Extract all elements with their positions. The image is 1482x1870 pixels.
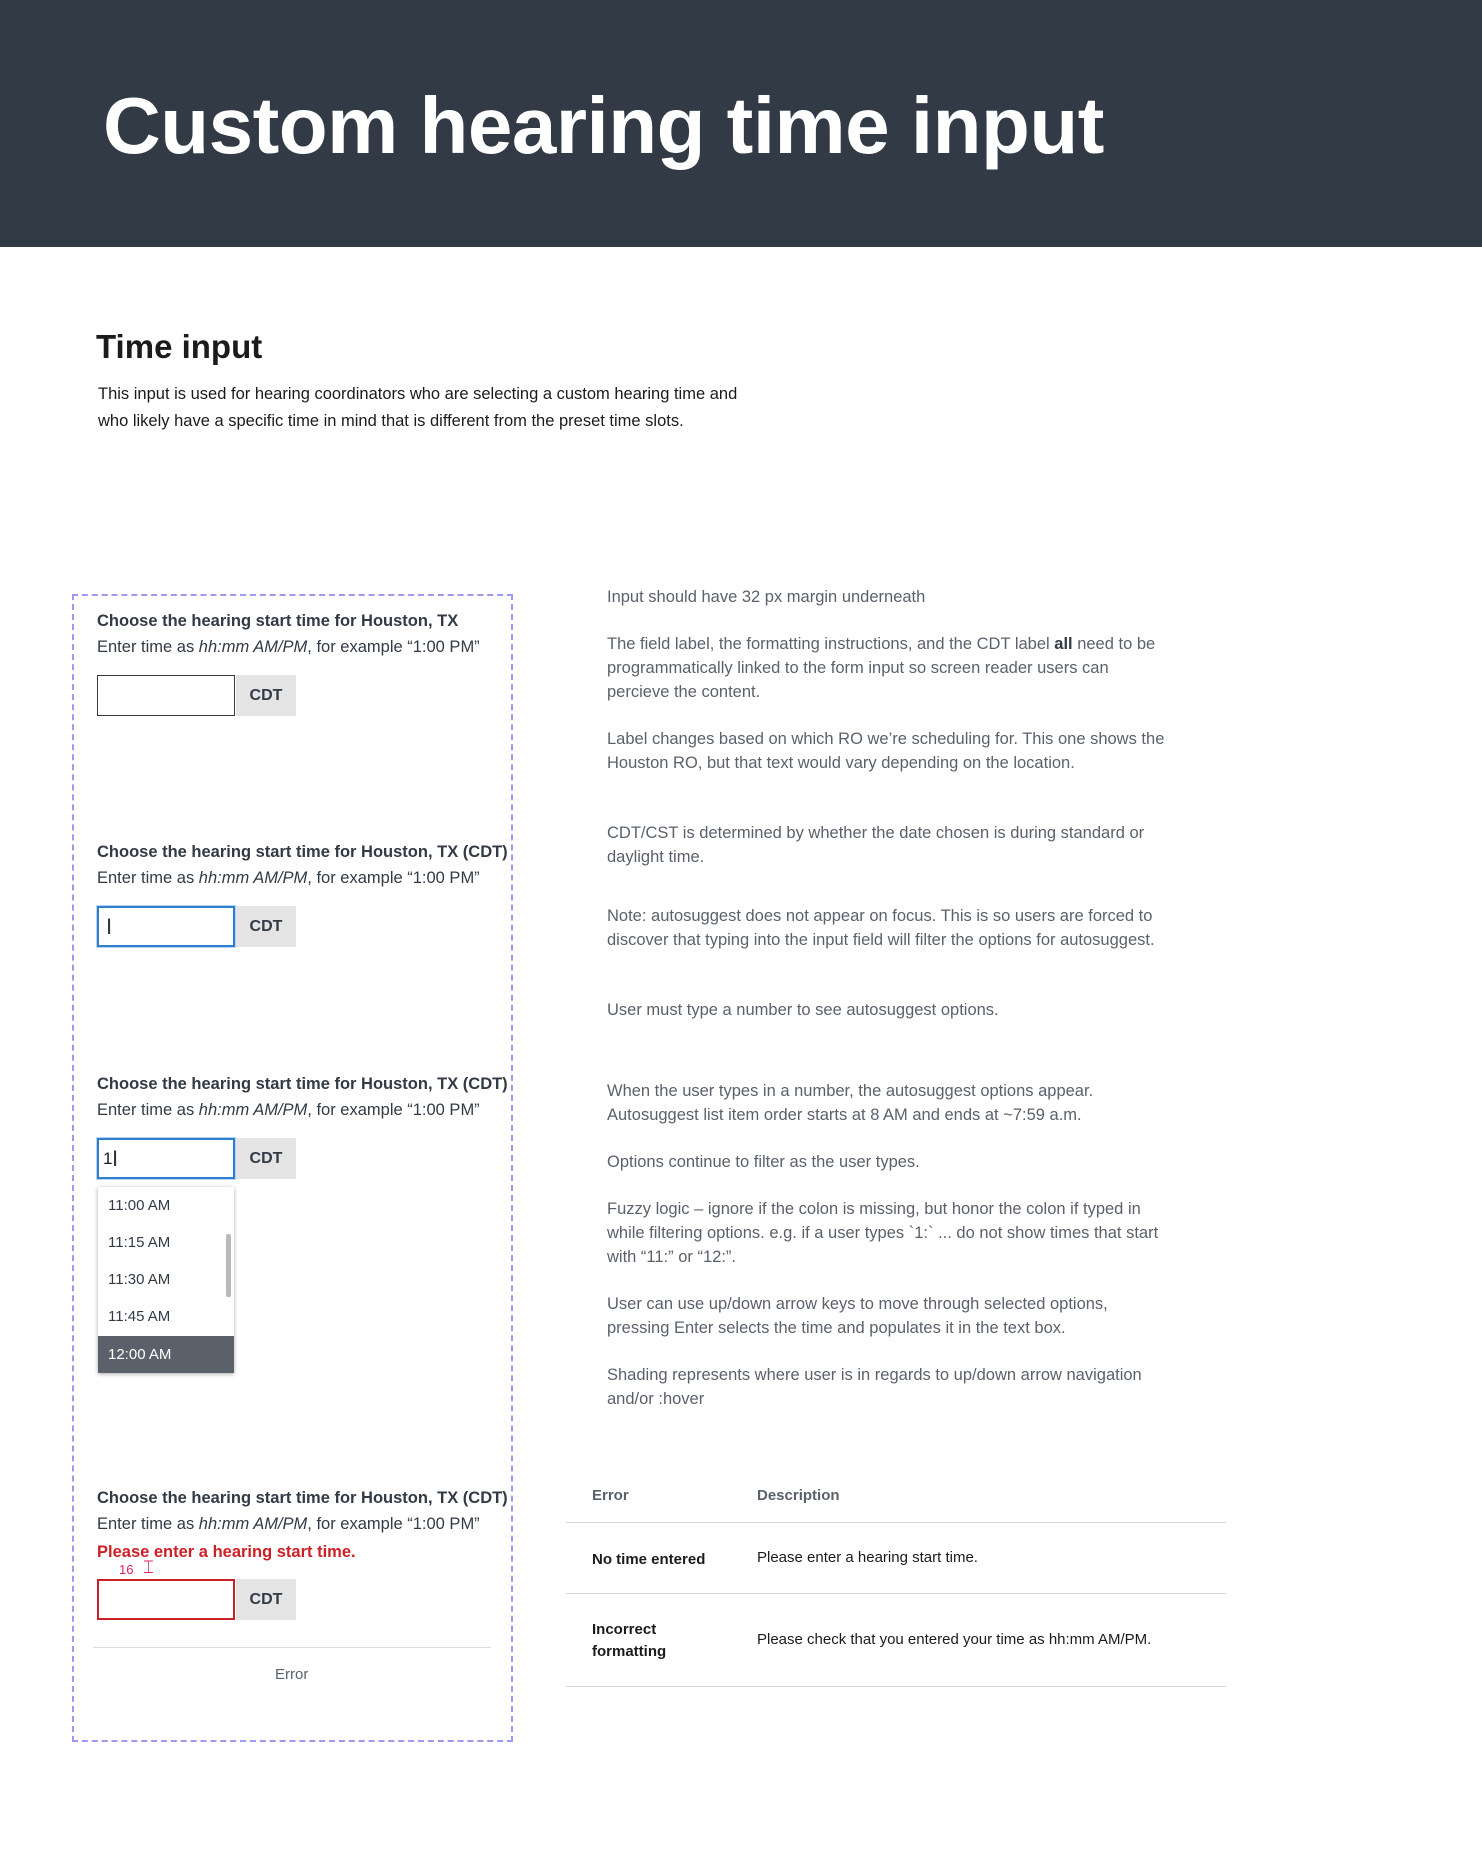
table-header-error: Error <box>592 1487 629 1504</box>
table-cell-description: Please enter a hearing start time. <box>757 1549 978 1566</box>
field-hint: Enter time as hh:mm AM/PM, for example “1:00 PM” <box>97 1101 480 1119</box>
autosuggest-option[interactable]: 11:30 AM <box>108 1271 171 1288</box>
note-fuzzy-logic: Fuzzy logic – ignore if the colon is missing, but honor the colon if typed in while filtering options. e.g. if a user types `1:` ... do not show times that start with “11:” or “12:”. <box>607 1200 1159 1266</box>
timezone-label: CDT <box>236 906 296 947</box>
frame-caption: Error <box>275 1666 309 1683</box>
note-must-type: User must type a number to see autosuggest options. <box>607 1001 999 1019</box>
table-divider <box>566 1593 1226 1594</box>
time-input-typing[interactable] <box>97 1138 235 1179</box>
timezone-label: CDT <box>236 1579 296 1620</box>
field-label: Choose the hearing start time for Houston, TX (CDT) <box>97 1489 508 1507</box>
table-divider <box>566 1686 1226 1687</box>
table-divider <box>566 1522 1226 1523</box>
note-shading: Shading represents where user is in regards to up/down arrow navigation and/or :hover <box>607 1366 1142 1408</box>
autosuggest-option[interactable]: 11:15 AM <box>108 1234 171 1251</box>
field-hint: Enter time as hh:mm AM/PM, for example “1:00 PM” <box>97 1515 480 1533</box>
note-when-types: When the user types in a number, the autosuggest options appear. Autosuggest list item order starts at 8 AM and ends at ~7:59 a.m. <box>607 1082 1094 1124</box>
note-autosuggest-focus: Note: autosuggest does not appear on focus. This is so users are forced to discover that typing into the input field will filter the options for autosuggest. <box>607 907 1155 949</box>
field-label: Choose the hearing start time for Houston, TX (CDT) <box>97 1075 508 1093</box>
dropdown-scrollbar[interactable] <box>226 1234 231 1297</box>
time-input-focused[interactable] <box>97 906 235 947</box>
text-cursor-icon: I <box>112 1146 119 1171</box>
spacing-redline-value: 16 <box>119 1562 134 1577</box>
field-hint: Enter time as hh:mm AM/PM, for example “1:00 PM” <box>97 869 480 887</box>
field-hint: Enter time as hh:mm AM/PM, for example “1:00 PM” <box>97 638 480 656</box>
note-continue-filter: Options continue to filter as the user types. <box>607 1153 920 1171</box>
page-title: Custom hearing time input <box>103 81 1104 170</box>
table-cell-description: Please check that you entered your time as hh:mm AM/PM. <box>757 1631 1152 1648</box>
timezone-label: CDT <box>236 1138 296 1179</box>
note-cdt-cst: CDT/CST is determined by whether the date chosen is during standard or daylight time. <box>607 824 1145 866</box>
table-cell-error: No time entered <box>592 1551 706 1568</box>
table-cell-error: Incorrect formatting <box>592 1621 667 1660</box>
autosuggest-option-selected[interactable]: 12:00 AM <box>98 1336 234 1373</box>
field-label: Choose the hearing start time for Houston, TX (CDT) <box>97 843 508 861</box>
note-arrow-keys: User can use up/down arrow keys to move through selected options, pressing Enter selects the time and populates it in the text box. <box>607 1295 1108 1337</box>
autosuggest-option[interactable]: 11:45 AM <box>108 1308 171 1325</box>
divider <box>93 1647 491 1648</box>
text-cursor-icon: I <box>106 914 113 939</box>
note-linked: The field label, the formatting instructions, and the CDT label all need to be programmatically linked to the form input so screen reader users can percieve the content. <box>607 635 1156 701</box>
section-description: This input is used for hearing coordinators who are selecting a custom hearing time and who likely have a specific time in mind that is different from the preset time slots. <box>98 385 738 430</box>
time-input-error[interactable] <box>97 1579 235 1620</box>
note-margin: Input should have 32 px margin underneath <box>607 588 926 606</box>
field-label: Choose the hearing start time for Houston, TX <box>97 612 459 630</box>
autosuggest-option[interactable]: 11:00 AM <box>108 1197 171 1214</box>
error-message: Please enter a hearing start time. <box>97 1543 356 1561</box>
autosuggest-list <box>98 1187 234 1373</box>
time-input[interactable] <box>97 675 235 716</box>
timezone-label: CDT <box>236 675 296 716</box>
table-header-description: Description <box>757 1487 840 1504</box>
note-label-changes: Label changes based on which RO we’re scheduling for. This one shows the Houston RO, but that text would vary depending on the location. <box>607 730 1165 772</box>
spacing-redline-icon: ⌶ <box>143 1557 154 1577</box>
section-title: Time input <box>96 328 263 365</box>
input-value: 1 <box>103 1149 113 1168</box>
